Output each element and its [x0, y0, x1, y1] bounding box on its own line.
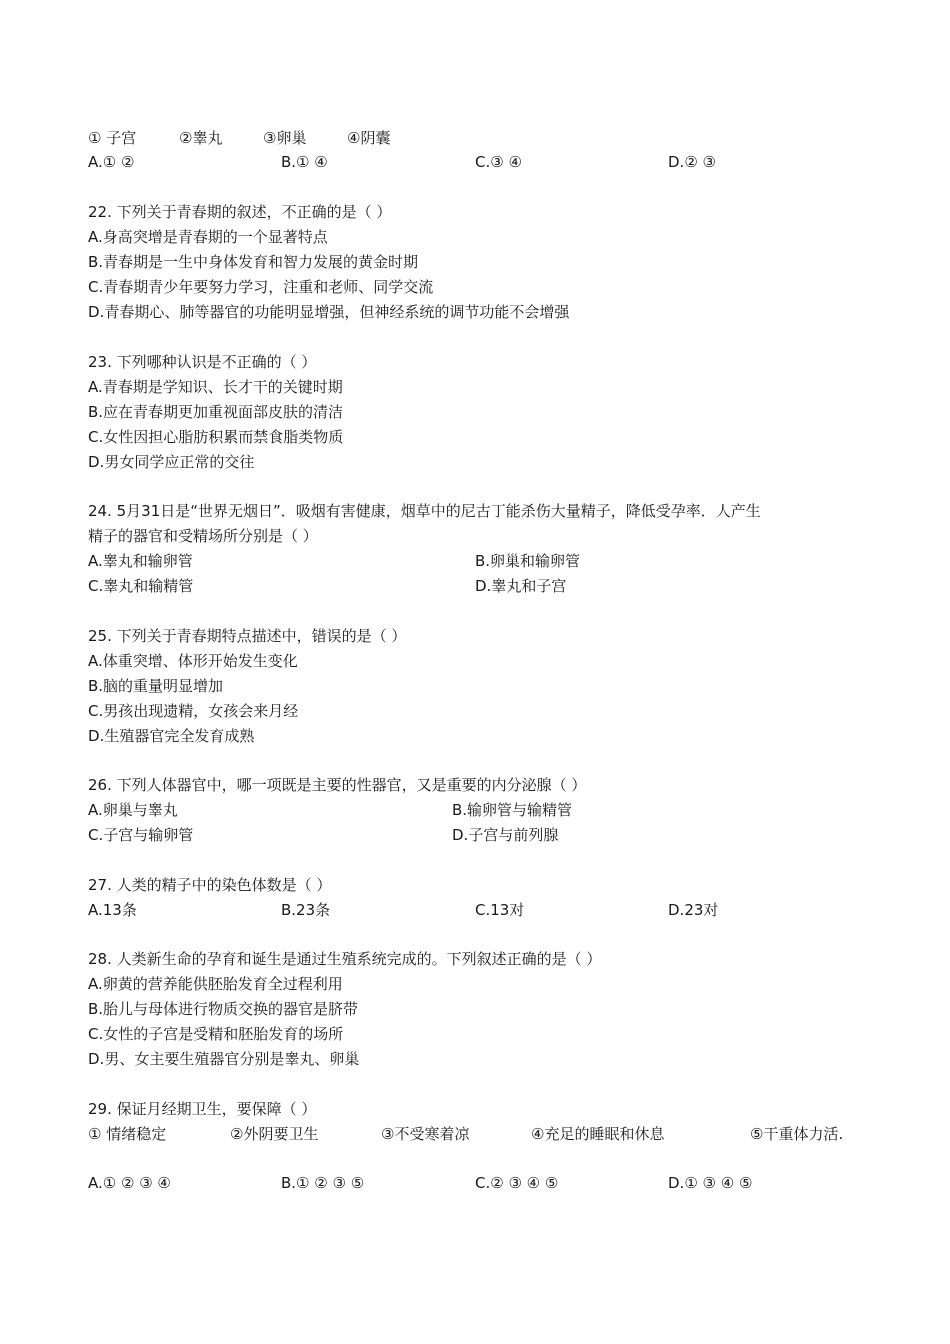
- q21-option-a[interactable]: A.① ②: [88, 153, 135, 171]
- q28-option-a[interactable]: A.卵黄的营养能供胚胎发育全过程利用: [88, 975, 343, 993]
- q23-option-c[interactable]: C.女性因担心脂肪积累而禁食脂类物质: [88, 428, 344, 446]
- q23-option-b[interactable]: B.应在青春期更加重视面部皮肤的清洁: [88, 403, 344, 421]
- q23-stem: 23. 下列哪种认识是不正确的（ ）: [88, 353, 317, 371]
- q29-item: ④充足的睡眠和休息: [531, 1125, 665, 1143]
- q25-option-d[interactable]: D.生殖器官完全发育成熟: [88, 727, 255, 745]
- q26-option-c[interactable]: C.子宫与输卵管: [88, 826, 194, 844]
- q21-item: ②睾丸: [179, 129, 223, 147]
- q29-item: ②外阴要卫生: [230, 1125, 319, 1143]
- q24-option-b[interactable]: B.卵巢和输卵管: [475, 552, 581, 570]
- q27-option-c[interactable]: C.13对: [475, 901, 525, 919]
- q24-option-c[interactable]: C.睾丸和输精管: [88, 577, 194, 595]
- q24-option-d[interactable]: D.睾丸和子宫: [475, 577, 567, 595]
- q21-item: ① 子宫: [88, 129, 137, 147]
- q29-stem: 29. 保证月经期卫生，要保障（ ）: [88, 1100, 317, 1118]
- q27-stem: 27. 人类的精子中的染色体数是（ ）: [88, 876, 332, 894]
- q24-option-a[interactable]: A.睾丸和输卵管: [88, 552, 193, 570]
- q26-option-d[interactable]: D.子宫与前列腺: [452, 826, 559, 844]
- q29-option-d[interactable]: D.① ③ ④ ⑤: [668, 1174, 753, 1192]
- q21-option-b[interactable]: B.① ④: [281, 153, 328, 171]
- q23-option-d[interactable]: D.男女同学应正常的交往: [88, 453, 255, 471]
- q28-option-d[interactable]: D.男、女主要生殖器官分别是睾丸、卵巢: [88, 1050, 360, 1068]
- q25-option-c[interactable]: C.男孩出现遗精，女孩会来月经: [88, 702, 299, 720]
- q29-item: ⑤干重体力活.: [750, 1125, 844, 1143]
- q22-option-c[interactable]: C.青春期青少年要努力学习，注重和老师、同学交流: [88, 278, 434, 296]
- q21-option-c[interactable]: C.③ ④: [475, 153, 522, 171]
- q22-option-b[interactable]: B.青春期是一生中身体发育和智力发展的黄金时期: [88, 253, 419, 271]
- q29-option-c[interactable]: C.② ③ ④ ⑤: [475, 1174, 559, 1192]
- q28-stem: 28. 人类新生命的孕育和诞生是通过生殖系统完成的。下列叙述正确的是（ ）: [88, 950, 602, 968]
- q24-stem-line1: 24. 5月31日是“世界无烟日”．吸烟有害健康，烟草中的尼古丁能杀伤大量精子，降低受孕率．人产生: [88, 502, 761, 520]
- q26-option-a[interactable]: A.卵巢与睾丸: [88, 801, 178, 819]
- q24-stem-line2: 精子的器官和受精场所分别是（ ）: [88, 527, 318, 545]
- q21-item: ④阴囊: [347, 129, 391, 147]
- q28-option-b[interactable]: B.胎儿与母体进行物质交换的器官是脐带: [88, 1000, 359, 1018]
- q26-option-b[interactable]: B.输卵管与输精管: [452, 801, 573, 819]
- q21-item: ③卵巢: [263, 129, 307, 147]
- q29-item: ① 情绪稳定: [88, 1125, 167, 1143]
- q22-stem: 22. 下列关于青春期的叙述，不正确的是（ ）: [88, 203, 392, 221]
- q25-option-b[interactable]: B.脑的重量明显增加: [88, 677, 224, 695]
- q23-option-a[interactable]: A.青春期是学知识、长才干的关键时期: [88, 378, 343, 396]
- q29-option-a[interactable]: A.① ② ③ ④: [88, 1174, 171, 1192]
- q27-option-d[interactable]: D.23对: [668, 901, 719, 919]
- q28-option-c[interactable]: C.女性的子宫是受精和胚胎发育的场所: [88, 1025, 344, 1043]
- q29-option-b[interactable]: B.① ② ③ ⑤: [281, 1174, 365, 1192]
- q22-option-d[interactable]: D.青春期心、肺等器官的功能明显增强，但神经系统的调节功能不会增强: [88, 303, 570, 321]
- q21-option-d[interactable]: D.② ③: [668, 153, 716, 171]
- q25-option-a[interactable]: A.体重突增、体形开始发生变化: [88, 652, 298, 670]
- q29-item: ③不受寒着凉: [381, 1125, 470, 1143]
- q27-option-a[interactable]: A.13条: [88, 901, 137, 919]
- q22-option-a[interactable]: A.身高突增是青春期的一个显著特点: [88, 228, 328, 246]
- q27-option-b[interactable]: B.23条: [281, 901, 331, 919]
- q26-stem: 26. 下列人体器官中，哪一项既是主要的性器官，又是重要的内分泌腺（ ）: [88, 776, 587, 794]
- q25-stem: 25. 下列关于青春期特点描述中，错误的是（ ）: [88, 627, 407, 645]
